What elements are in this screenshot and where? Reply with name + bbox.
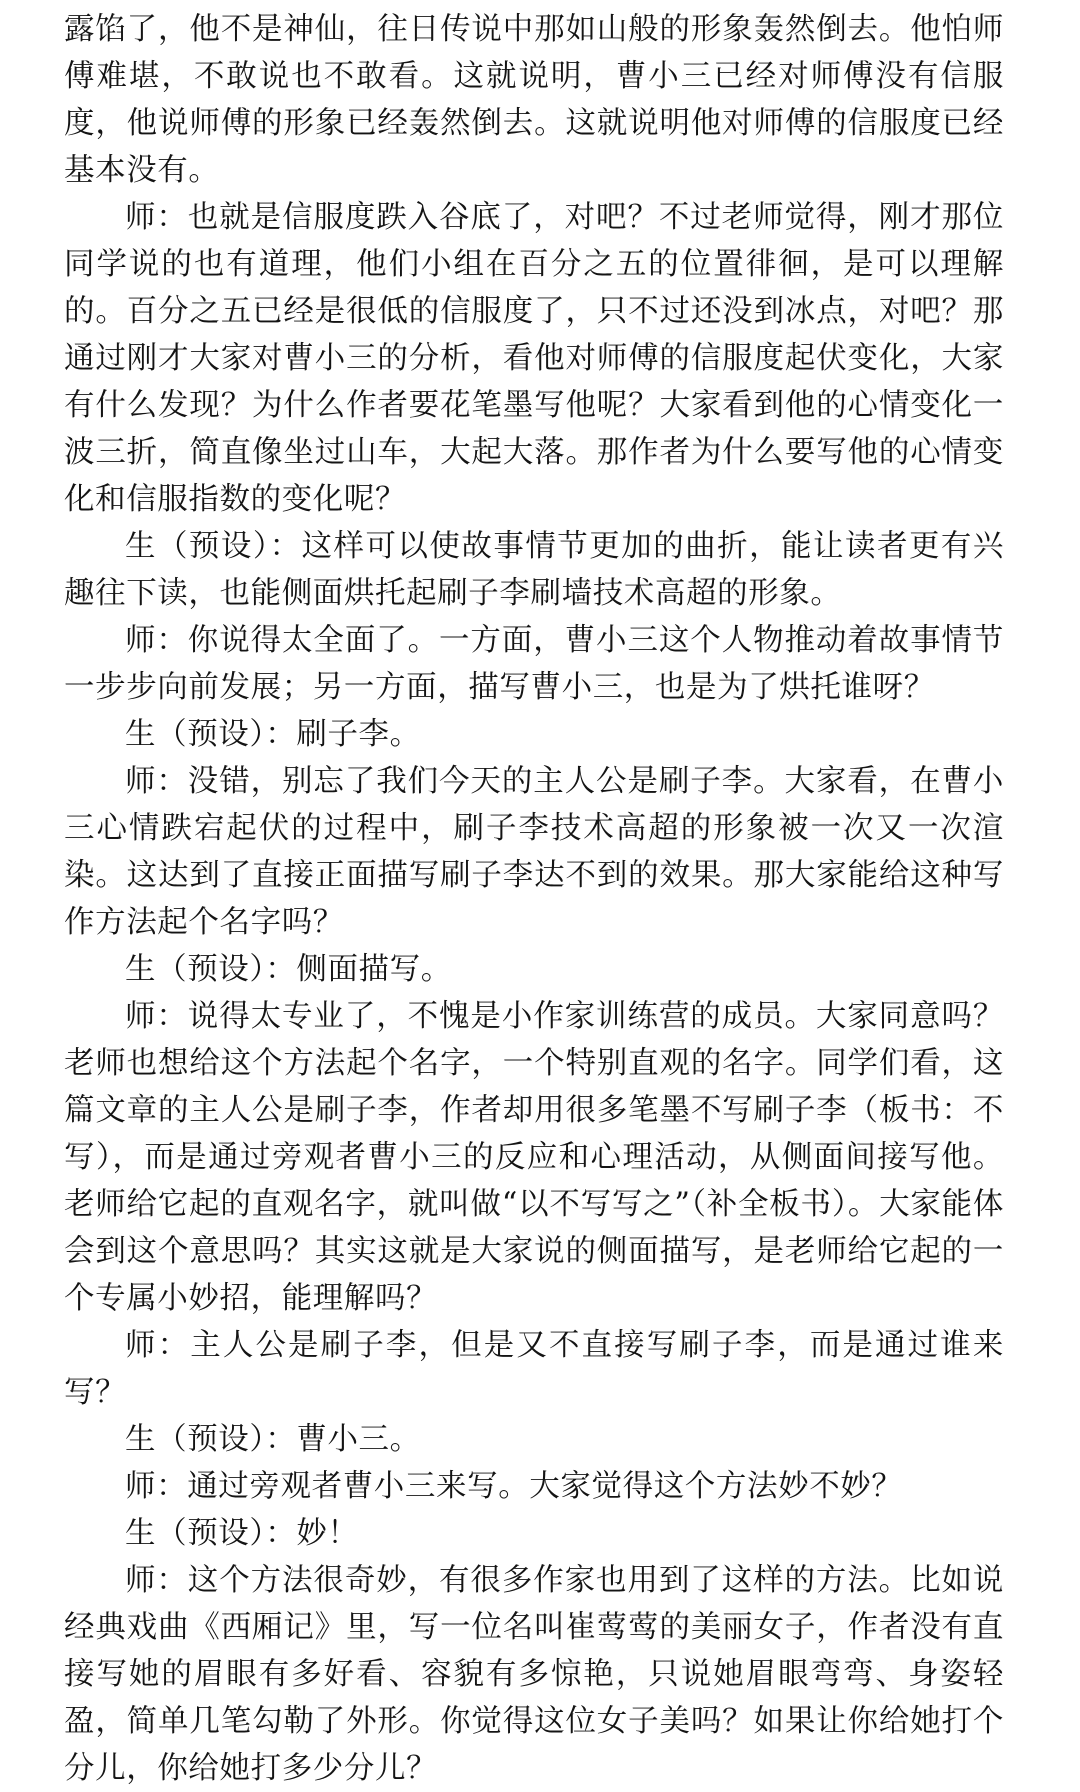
paragraph-continued: 露馅了，他不是神仙，往日传说中那如山般的形象轰然倒去。他怕师傅难堪，不敢说也不敢看。这就说明，曹小三已经对师傅没有信服度，他说师傅的形象已经轰然倒去。这就说明他对师傅的信服度已经基本没有。	[64, 12, 1004, 188]
paragraph-teacher: 师：也就是信服度跌入谷底了，对吧？不过老师觉得，刚才那位同学说的也有道理，他们小组在百分之五的位置徘徊，是可以理解的。百分之五已经是很低的信服度了，只不过还没到冰点，对吧？那通过刚才大家对曹小三的分析，看他对师傅的信服度起伏变化，大家有什么发现？为什么作者要花笔墨写他呢？大家看到他的心情变化一波三折，简直像坐过山车，大起大落。那作者为什么要写他的心情变化和信服指数的变化呢？	[64, 200, 1004, 517]
paragraph-teacher: 师：没错，别忘了我们今天的主人公是刷子李。大家看，在曹小三心情跌宕起伏的过程中，刷子李技术高超的形象被一次又一次渲染。这达到了直接正面描写刷子李达不到的效果。那大家能给这种写作方法起个名字吗？	[64, 764, 1004, 940]
paragraph-teacher: 师：这个方法很奇妙，有很多作家也用到了这样的方法。比如说经典戏曲《西厢记》里，写一位名叫崔莺莺的美丽女子，作者没有直接写她的眉眼有多好看、容貌有多惊艳，只说她眉眼弯弯、身姿轻盈，简单几笔勾勒了外形。你觉得这位女子美吗？如果让你给她打个分儿，你给她打多少分儿？	[64, 1563, 1004, 1786]
paragraph-student: 生（预设）：这样可以使故事情节更加的曲折，能让读者更有兴趣往下读，也能侧面烘托起刷子李刷墙技术高超的形象。	[64, 529, 1004, 611]
paragraph-student: 生（预设）：刷子李。	[125, 717, 421, 752]
paragraph-teacher: 师：主人公是刷子李，但是又不直接写刷子李，而是通过谁来写？	[64, 1328, 1004, 1410]
paragraph-teacher: 师：你说得太全面了。一方面，曹小三这个人物推动着故事情节一步步向前发展；另一方面，描写曹小三，也是为了烘托谁呀？	[64, 623, 1004, 705]
paragraph-teacher: 师：说得太专业了，不愧是小作家训练营的成员。大家同意吗？老师也想给这个方法起个名字，一个特别直观的名字。同学们看，这篇文章的主人公是刷子李，作者却用很多笔墨不写刷子李（板书：不写），而是通过旁观者曹小三的反应和心理活动，从侧面间接写他。老师给它起的直观名字，就叫做“以不写写之”（补全板书）。大家能体会到这个意思吗？其实这就是大家说的侧面描写，是老师给它起的一个专属小妙招，能理解吗？	[64, 999, 1004, 1316]
document-page	[64, 6, 1004, 1792]
paragraph-student: 生（预设）：妙！	[125, 1516, 359, 1551]
paragraph-student: 生（预设）：侧面描写。	[125, 952, 452, 987]
paragraph-student: 生（预设）：曹小三。	[125, 1422, 421, 1457]
paragraph-teacher: 师：通过旁观者曹小三来写。大家觉得这个方法妙不妙？	[125, 1469, 903, 1504]
